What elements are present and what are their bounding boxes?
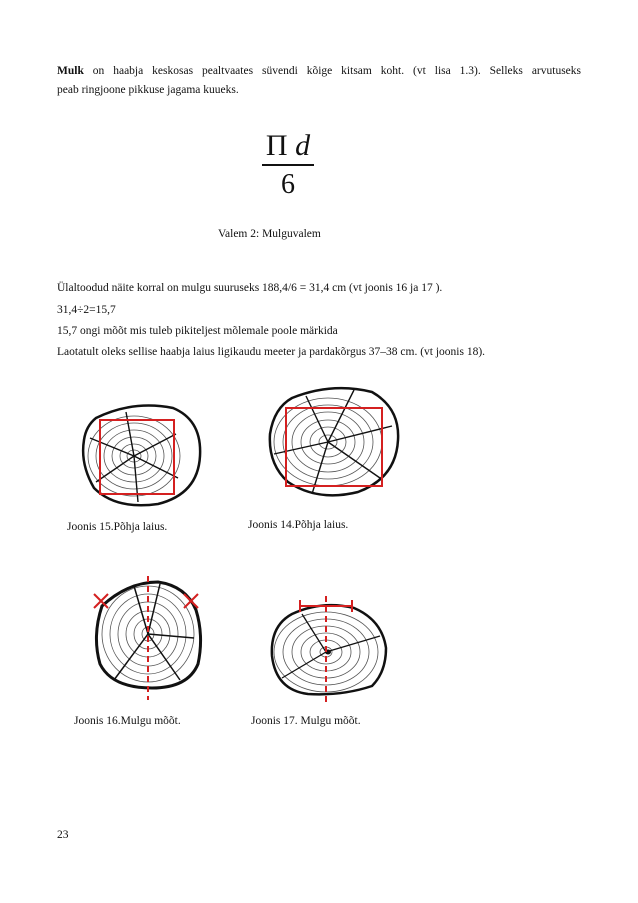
body-line-3: 15,7 ongi mõõt mis tuleb pikiteljest mõlemale poole märkida [57,325,338,337]
figure-15-log-cross-section [78,398,208,510]
formula-caption: Valem 2: Mulguvalem [218,228,321,240]
formula-numerator [258,130,318,162]
intro-line-2: peab ringjoone pikkuse jagama kuueks. [57,84,239,96]
figure-16-caption: Joonis 16.Mulgu mõõt. [74,715,181,727]
figure-14-caption: Joonis 14.Põhja laius. [248,519,349,531]
body-line-2: 31,4÷2=15,7 [57,304,116,316]
term-mulk: Mulk [57,65,84,77]
figure-17-caption: Joonis 17. Mulgu mõõt. [251,715,361,727]
formula-pi: Π [265,129,288,162]
formula-fraction-bar [262,164,314,166]
page-number: 23 [57,829,69,841]
intro-line-1 [57,66,581,78]
body-line-4: Laotatult oleks sellise haabja laius ligikaudu meeter ja pardakõrgus 37–38 cm. (vt joonis 18). [57,346,486,358]
figure-14-log-cross-section [262,378,407,503]
intro-line-1-text: on haabja keskosas pealtvaates süvendi kõige kitsam koht. (vt lisa 1.3). Selleks arvutuseks [92,65,581,77]
formula-d: d [295,129,311,162]
body-line-1: Ülaltoodud näite korral on mulgu suuruseks 188,4/6 = 31,4 cm (vt joonis 16 ja 17 ). [57,282,443,294]
formula-denominator: 6 [281,169,295,200]
figure-16-log-cross-section [88,576,208,701]
formula-mulguvalem [258,130,318,200]
figure-15-caption: Joonis 15.Põhja laius. [67,521,168,533]
figure-17-log-cross-section [262,596,392,706]
